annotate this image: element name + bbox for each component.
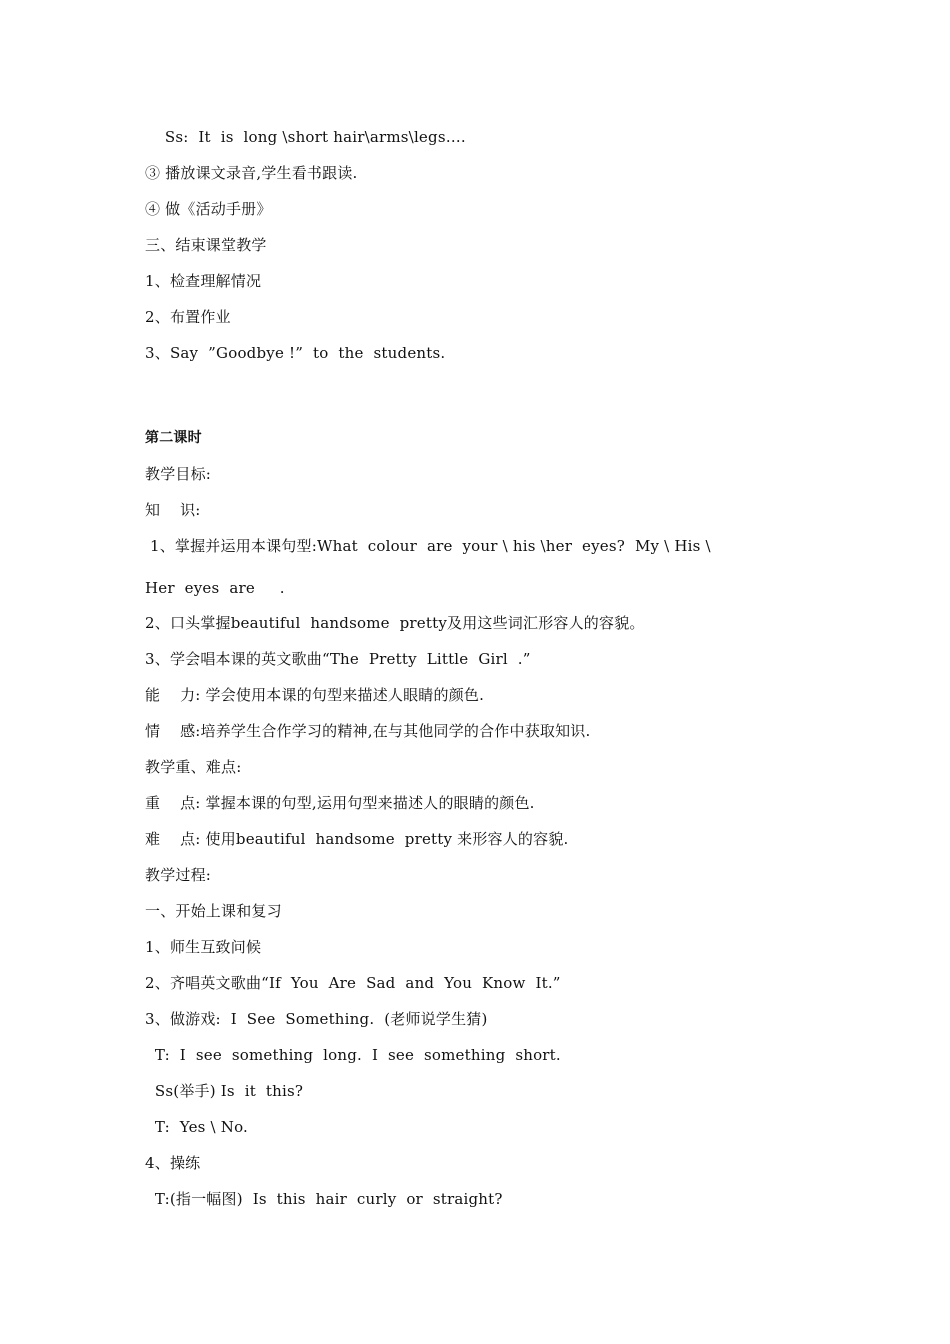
text-line: 难 点: 使用beautiful handsome pretty 来形容人的容貌. (145, 830, 569, 848)
text-line: 1、检查理解情况 (145, 272, 262, 290)
text-line: Ss: It is long \short hair\arms\legs…. (145, 128, 466, 146)
text-line: 4、操练 (145, 1154, 201, 1172)
text-line: 教学过程: (145, 866, 212, 884)
section-heading: 三、结束课堂教学 (145, 236, 267, 254)
text-line: Her eyes are . (145, 579, 285, 597)
text-line: ③ 播放课文录音,学生看书跟读. (145, 164, 358, 182)
text-line: 3、Say ”Goodbye !” to the students. (145, 344, 446, 362)
section-heading: 一、开始上课和复习 (145, 902, 282, 920)
text-line: 教学目标: (145, 465, 212, 483)
text-line: 2、口头掌握beautiful handsome pretty及用这些词汇形容人的容貌。 (145, 614, 645, 632)
text-line: 能 力: 学会使用本课的句型来描述人眼睛的颜色. (145, 686, 485, 704)
text-line: 重 点: 掌握本课的句型,运用句型来描述人的眼睛的颜色. (145, 794, 535, 812)
text-line: 2、齐唱英文歌曲“If You Are Sad and You Know It.” (145, 974, 561, 992)
text-line: T: I see something long. I see something short. (145, 1046, 561, 1064)
text-line: T: Yes \ No. (145, 1118, 249, 1136)
text-line: 知 识: (145, 501, 201, 519)
text-line: 2、布置作业 (145, 308, 231, 326)
text-line: 1、掌握并运用本课句型:What colour are your \ his \her eyes? My \ His \ (145, 537, 711, 555)
text-line: 3、学会唱本课的英文歌曲“The Pretty Little Girl .” (145, 650, 531, 668)
text-line: 教学重、难点: (145, 758, 242, 776)
text-line: Ss(举手) Is it this? (145, 1082, 304, 1100)
lesson-title: 第二课时 (145, 430, 202, 446)
text-line: T:(指一幅图) Is this hair curly or straight? (145, 1190, 503, 1208)
text-line: ④ 做《活动手册》 (145, 200, 272, 218)
text-line: 3、做游戏: I See Something. (老师说学生猜) (145, 1010, 488, 1028)
text-line: 1、师生互致问候 (145, 938, 262, 956)
text-line: 情 感:培养学生合作学习的精神,在与其他同学的合作中获取知识. (145, 722, 591, 740)
